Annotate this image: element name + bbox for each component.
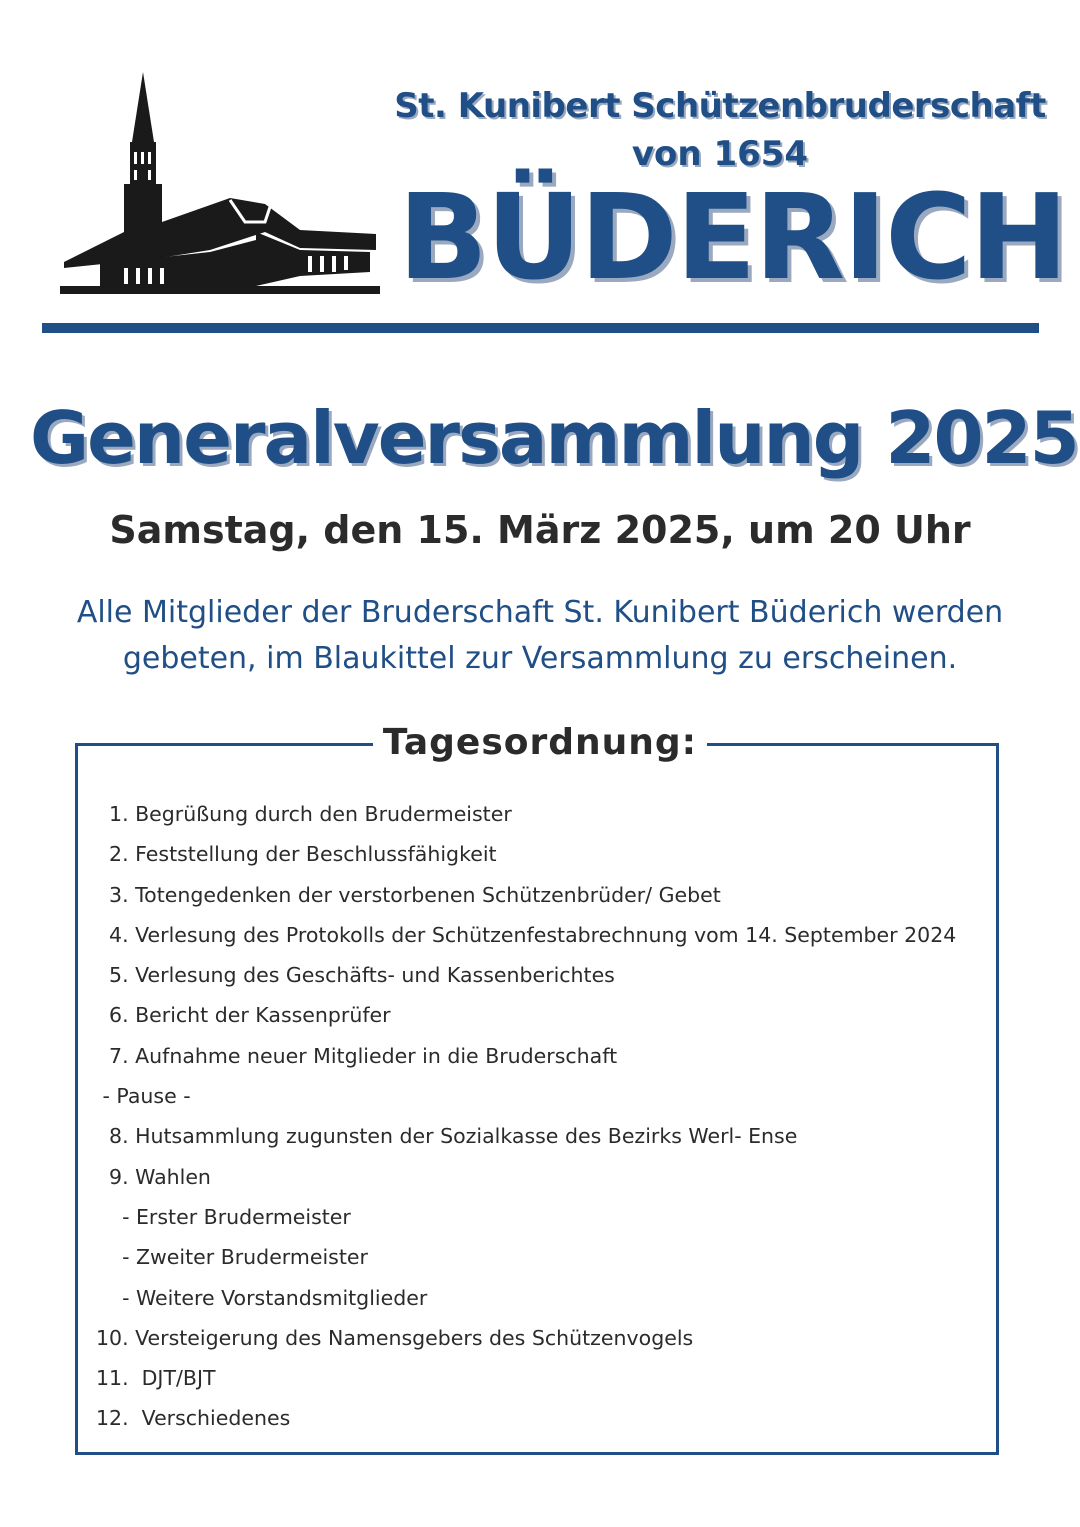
agenda-item: - Pause - <box>96 1084 191 1109</box>
agenda-heading: Tagesordnung: <box>373 722 707 763</box>
agenda-item: 7. Aufnahme neuer Mitglieder in die Bruderschaft <box>96 1043 618 1068</box>
agenda-item: 10. Versteigerung des Namensgebers des Schützenvogels <box>96 1325 694 1350</box>
agenda-item: 5. Verlesung des Geschäfts- und Kassenberichtes <box>96 963 615 988</box>
agenda-item: - Zweiter Brudermeister <box>96 1245 368 1270</box>
member-notice <box>0 590 1080 682</box>
member-notice-line1: Alle Mitglieder der Bruderschaft St. Kunibert Büderich werden <box>76 595 1004 630</box>
agenda-item: 1. Begrüßung durch den Brudermeister <box>96 802 512 826</box>
agenda-item: - Weitere Vorstandsmitglieder <box>96 1285 428 1310</box>
header-divider <box>42 323 1039 333</box>
agenda-item: 4. Verlesung des Protokolls der Schützenfestabrechnung vom 14. September 2024 <box>96 922 957 947</box>
agenda-item: 6. Bericht der Kassenprüfer <box>96 1003 391 1028</box>
event-date: Samstag, den 15. März 2025, um 20 Uhr <box>109 508 971 552</box>
page-title: Generalversammlung 2025 <box>30 396 1078 480</box>
agenda-item: 3. Totengedenken der verstorbenen Schützenbrüder/ Gebet <box>96 882 721 907</box>
member-notice-line2: gebeten, im Blaukittel zur Versammlung zu erscheinen. <box>122 641 958 676</box>
church-icon <box>60 72 380 294</box>
agenda-item: 9. Wahlen <box>96 1164 211 1189</box>
agenda-item: 12. Verschiedenes <box>96 1406 291 1431</box>
town-name: BÜDERICH <box>398 168 1067 306</box>
agenda-item: 8. Hutsammlung zugunsten der Sozialkasse des Bezirks Werl- Ense <box>96 1124 798 1149</box>
agenda-item: - Erster Brudermeister <box>96 1204 351 1229</box>
agenda-item: 2. Feststellung der Beschlussfähigkeit <box>96 842 497 867</box>
organization-founding-year: von 1654 <box>631 134 809 174</box>
agenda-list <box>96 794 996 1439</box>
agenda-item: 11. DJT/BJT <box>96 1366 216 1391</box>
organization-name: St. Kunibert Schützenbruderschaft <box>394 86 1046 126</box>
